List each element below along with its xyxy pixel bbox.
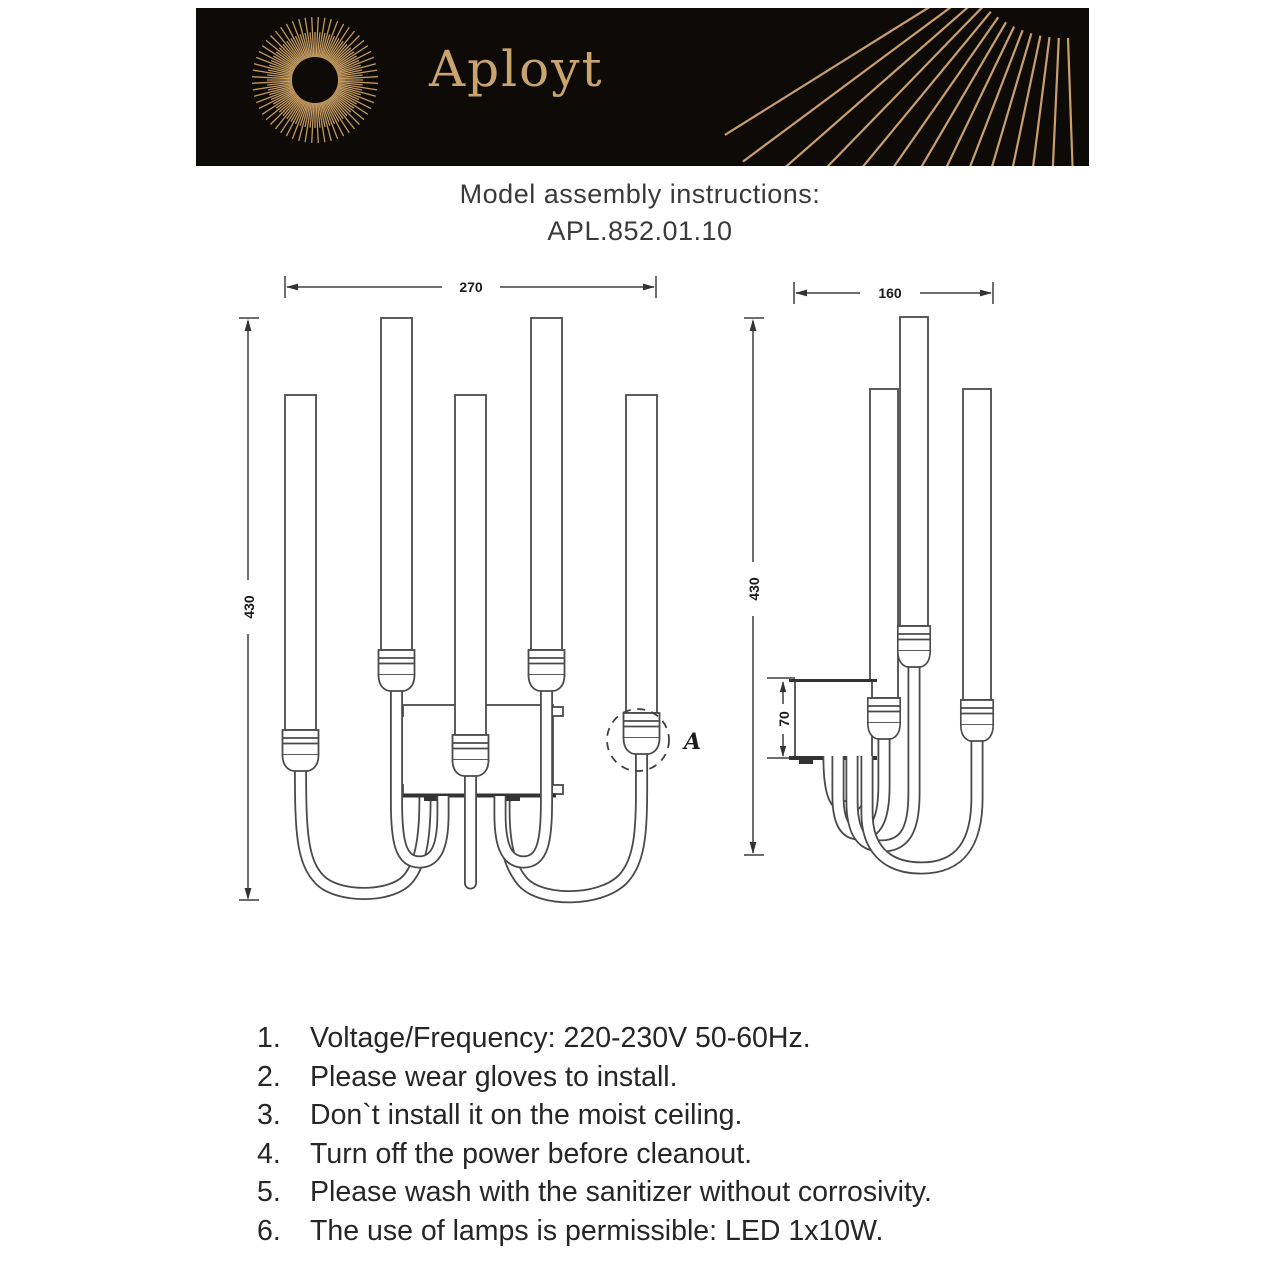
instruction-number: 3. — [257, 1099, 281, 1132]
front-height-label: 430 — [241, 595, 257, 619]
side-height-label: 430 — [746, 577, 762, 601]
front-width-label: 270 — [459, 279, 483, 295]
front-tube-1 — [285, 395, 316, 730]
instruction-item-2 — [257, 1058, 932, 1097]
side-width-dimension — [794, 282, 993, 304]
instruction-number: 5. — [257, 1176, 281, 1209]
front-tube-3 — [453, 395, 489, 883]
side-tube-3 — [963, 389, 991, 700]
front-tube-2 — [381, 318, 412, 650]
side-tube-1 — [870, 389, 898, 698]
instruction-text: Please wear gloves to install. — [310, 1060, 678, 1093]
instruction-number: 2. — [257, 1060, 281, 1093]
front-width-dimension — [285, 276, 656, 298]
side-view-drawing — [744, 282, 993, 868]
model-number: APL.852.01.10 — [547, 216, 733, 246]
instruction-item-5 — [257, 1173, 932, 1212]
side-box-height-label: 70 — [776, 711, 792, 727]
instruction-text: Please wash with the sanitizer without corrosivity. — [310, 1176, 932, 1209]
instruction-number: 6. — [257, 1214, 281, 1247]
side-mounting-box — [789, 680, 877, 764]
instruction-text: Voltage/Frequency: 220-230V 50-60Hz. — [310, 1022, 811, 1054]
front-height-dimension — [239, 318, 259, 900]
instruction-item-4 — [257, 1135, 932, 1174]
instruction-item-1 — [257, 1019, 932, 1058]
instruction-text: Don`t install it on the moist ceiling. — [310, 1099, 743, 1132]
detail-a-label: A — [684, 729, 702, 755]
instruction-text: The use of lamps is permissible: LED 1x10W. — [310, 1214, 884, 1247]
side-width-label: 160 — [878, 285, 902, 301]
instruction-number: 1. — [257, 1022, 281, 1054]
instruction-text: Turn off the power before cleanout. — [310, 1137, 753, 1170]
title-line: Model assembly instructions: — [459, 179, 821, 209]
brand-logo-text: Aployt — [429, 40, 604, 98]
instruction-number: 4. — [257, 1137, 281, 1170]
instruction-item-6 — [257, 1212, 932, 1251]
side-height-dimension — [744, 318, 764, 855]
front-view-drawing — [239, 276, 701, 900]
side-box-dimension — [767, 678, 795, 758]
side-tube-2 — [900, 317, 928, 626]
front-tube-5 — [626, 395, 657, 713]
instruction-item-3 — [257, 1096, 932, 1135]
front-tube-4 — [531, 318, 562, 650]
instructions-list — [257, 1019, 932, 1251]
